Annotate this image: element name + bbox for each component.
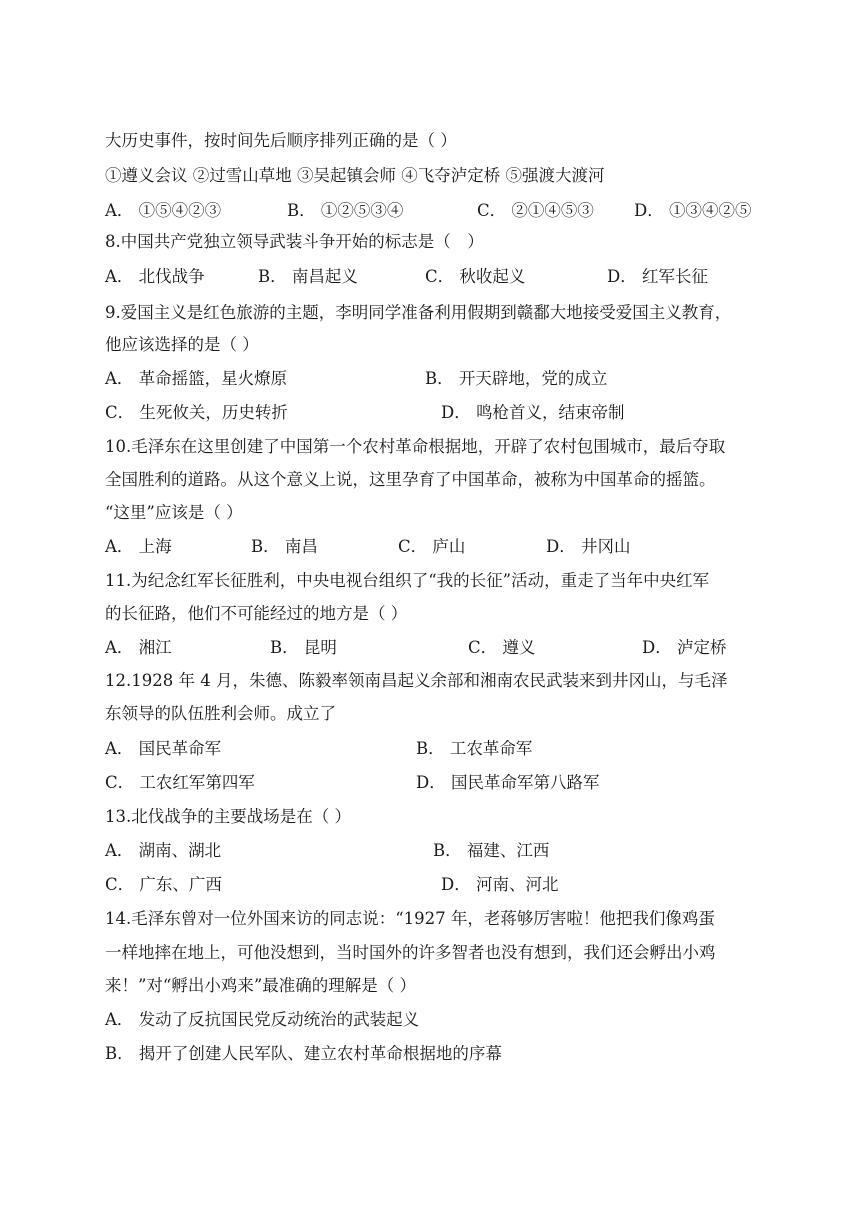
q8-option-d: D． 红军长征 [607,267,708,286]
q8-stem: 8.中国共产党独立领导武装斗争开始的标志是（ ） [105,232,484,251]
q13-option-a: A． 湖南、湖北 [105,841,222,860]
q12-option-a: A． 国民革命军 [105,739,222,758]
q11-option-a: A． 湘江 [105,638,172,657]
q9-option-b: B． 开天辟地，党的成立 [425,369,608,388]
q14-stem-line1: 14.毛泽东曾对一位外国来访的同志说：“1927 年，老蒋够厉害啦！他把我们像鸡蛋 [105,909,715,928]
q7-option-a: A． ①⑤④②③ [105,201,222,220]
q12-stem-line2: 东领导的队伍胜利会师。成立了 [105,704,336,723]
q12-option-d: D． 国民革命军第八路军 [416,773,600,792]
q14-option-a: A． 发动了反抗国民党反动统治的武装起义 [105,1010,420,1029]
q11-stem-line2: 的长征路，他们不可能经过的地方是（ ） [105,604,408,623]
q8-option-b: B． 南昌起义 [258,267,358,286]
q7-option-c: C． ②①④⑤③ [477,201,594,220]
q10-option-b: B． 南昌 [251,537,318,556]
q7-option-d: D． ①③④②⑤ [634,201,752,220]
q10-stem-line1: 10.毛泽东在这里创建了中国第一个农村革命根据地，开辟了农村包围城市，最后夺取 [105,437,726,456]
q13-option-d: D． 河南、河北 [441,875,559,894]
q7-events: ①遵义会议 ②过雪山草地 ③吴起镇会师 ④飞夺泸定桥 ⑤强渡大渡河 [105,166,605,185]
q10-stem-line3: “这里”应该是（ ） [105,503,243,522]
q12-option-b: B． 工农革命军 [416,739,533,758]
q9-stem-line1: 9.爱国主义是红色旅游的主题，李明同学准备利用假期到赣鄱大地接受爱国主义教育， [105,303,732,322]
q11-option-d: D． 泸定桥 [642,638,727,657]
q11-stem-line1: 11.为纪念红军长征胜利，中央电视台组织了“我的长征”活动，重走了当年中央红军 [105,571,710,590]
q10-option-a: A． 上海 [105,537,172,556]
q13-option-b: B． 福建、江西 [433,841,550,860]
q8-option-c: C． 秋收起义 [425,267,526,286]
q7-stem-continuation: 大历史事件，按时间先后顺序排列正确的是（ ） [105,131,457,150]
q10-option-d: D． 井冈山 [546,537,631,556]
q13-stem: 13.北伐战争的主要战场是在（ ） [105,807,351,826]
q9-stem-line2: 他应该选择的是（ ） [105,335,259,354]
q12-option-c: C． 工农红军第四军 [105,773,255,792]
q8-option-a: A． 北伐战争 [105,267,205,286]
q9-option-a: A． 革命摇篮，星火燎原 [105,369,288,388]
q9-option-c: C． 生死攸关，历史转折 [105,403,288,422]
q7-option-b: B． ①②⑤③④ [287,201,404,220]
q13-option-c: C． 广东、广西 [105,875,222,894]
q12-stem-line1: 12.1928 年 4 月，朱德、陈毅率领南昌起义余部和湘南农民武装来到井冈山，与毛泽 [105,671,728,690]
q14-stem-line2: 一样地摔在地上，可他没想到，当时国外的许多智者也没有想到，我们还会孵出小鸡 [105,943,716,962]
q10-stem-line2: 全国胜利的道路。从这个意义上说，这里孕育了中国革命，被称为中国革命的摇篮。 [105,470,716,489]
q9-option-d: D． 鸣枪首义，结束帝制 [441,403,625,422]
q14-stem-line3: 来！”对“孵出小鸡来”最准确的理解是（ ） [105,976,417,995]
q14-option-b: B． 揭开了创建人民军队、建立农村革命根据地的序幕 [105,1044,502,1063]
q11-option-c: C． 遵义 [468,638,536,657]
q10-option-c: C． 庐山 [398,537,466,556]
q11-option-b: B． 昆明 [270,638,337,657]
